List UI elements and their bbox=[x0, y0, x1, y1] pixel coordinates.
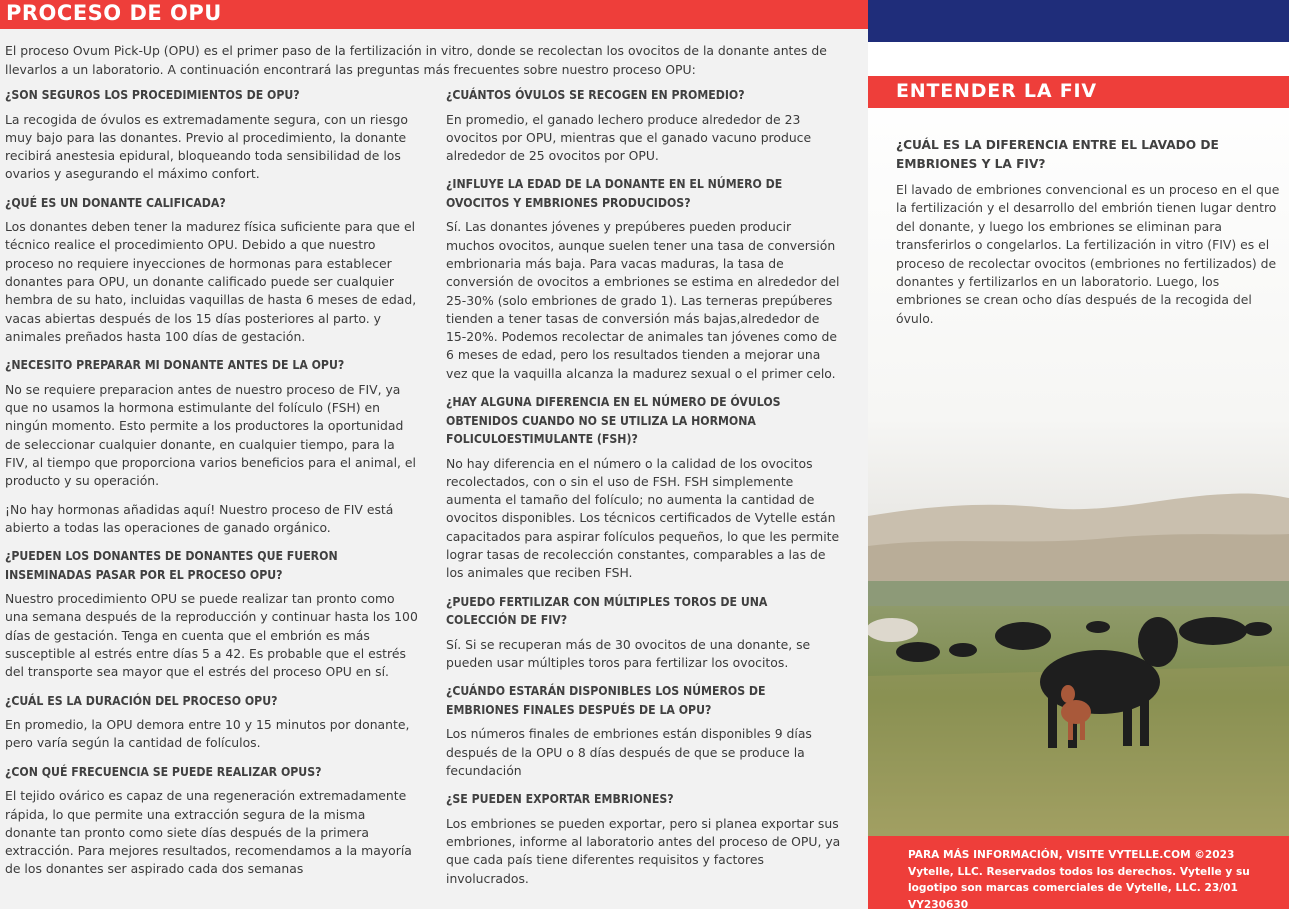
header-bar bbox=[0, 0, 868, 29]
faq-answer: Los números finales de embriones están disponibles 9 días después de la OPU o 8 días después de que se produce la fecundación bbox=[446, 726, 812, 778]
faq-answer: Sí. Si se recuperan más de 30 ovocitos de una donante, se pueden usar múltiples toros para fertilizar los ovocitos. bbox=[446, 636, 811, 670]
white-band bbox=[868, 42, 1289, 76]
faq-answer: Sí. Las donantes jóvenes y prepúberes pueden producir muchos ovocitos, aunque suelen tener una tasa de conversión embrionaria más baja. Para vacas maduras, la tasa de conversión de ovocitos a embriones se estima en alrededor del 25-30% (solo embriones de grado 1). Las terneras prepúberes tienden a tener tasas de conversión más bajas,alrededor de 15-20%. Podemos recolectar de animales tan jóvenes como de 6 meses de edad, pero los resultados tienden a mejorar una vez que la vaquilla alcanza la madurez sexual o el primer celo. bbox=[446, 219, 840, 381]
faq-answer: No se requiere preparacion antes de nuestro proceso de FIV, ya que no usamos la hormona estimulante del folículo (FSH) en ningún momento. Esto permite a los productores la oportunidad de seleccionar cualquier donante, en cualquier tiempo, para la FIV, al tiempo que proporciona varios beneficios para el animal, el producto y su operación. bbox=[5, 381, 416, 489]
faq-question: ¿NECESITO PREPARAR MI DONANTE ANTES DE LA OPU? bbox=[5, 358, 345, 373]
faq-question: ¿CUÁNTOS ÓVULOS SE RECOGEN EN PROMEDIO? bbox=[446, 88, 745, 102]
faq-question: ¿PUEDEN LOS DONANTES DE DONANTES QUE FUERON INSEMINADAS PASAR POR EL PROCESO OPU? bbox=[5, 549, 338, 582]
faq-answer: No hay diferencia en el número o la calidad de los ovocitos recolectados, con o sin el uso de FSH. FSH simplemente aumenta el tamaño del folículo; no aumenta la cantidad de ovocitos disponibles. Los técnicos certificados de Vytelle están capacitados para aspirar folículos pequeños, lo que les permite lograr tasas de recolección constantes, comparables a las de los animales que reciben FSH. bbox=[446, 455, 840, 581]
faq-answer: Nuestro procedimiento OPU se puede realizar tan pronto como una semana después de la reproducción y continuar hasta los 100 días de gestación. Tenga en cuenta que el embrión es más susceptible al estrés entre días 5 a 42. Es probable que el estrés del transporte sea mayor que el estrés del proceso OPU en sí. bbox=[5, 591, 418, 680]
faq-question: ¿CUÁNDO ESTARÁN DISPONIBLES LOS NÚMEROS DE EMBRIONES FINALES DESPUÉS DE LA OPU? bbox=[446, 684, 766, 717]
faq-answer: En promedio, el ganado lechero produce alrededor de 23 ovocitos por OPU, mientras que el ganado vacuno produce alrededor de 25 ovocitos por OPU. bbox=[446, 111, 812, 164]
faq-column-left bbox=[5, 86, 420, 889]
fiv-answer: El lavado de embriones convencional es un proceso en el que la fertilización y el desarrollo del embrión tienen lugar dentro del donante, y luego los embriones se eliminan para transferirlos o congelarlos. La fertilización in vitro (FIV) es el proceso de recolectar ovocitos (embriones no fertilizados) de donantes y fertilizarlos en un laboratorio. Luego, los embriones se crean ocho días después de la recogida del óvulo. bbox=[896, 182, 1280, 326]
right-panel bbox=[868, 0, 1289, 909]
faq-question: ¿CUÁL ES LA DURACIÓN DEL PROCESO OPU? bbox=[5, 693, 278, 708]
faq-question: ¿HAY ALGUNA DIFERENCIA EN EL NÚMERO DE ÓVULOS OBTENIDOS CUANDO NO SE UTILIZA LA HORMONA FOLICULOESTIMULANTE (FSH)? bbox=[446, 395, 781, 447]
footer-text: PARA MÁS INFORMACIÓN, VISITE VYTELLE.COM ©2023 Vytelle, LLC. Reservados todos los derechos. Vytelle y su logotipo son marcas comerciales de Vytelle, LLC. 23/01 VY230630 bbox=[908, 849, 1250, 909]
faq-answer: ¡No hay hormonas añadidas aquí! Nuestro proceso de FIV está abierto a todas las operaciones de ganado orgánico. bbox=[5, 501, 394, 535]
faq-question: ¿SE PUEDEN EXPORTAR EMBRIONES? bbox=[446, 792, 674, 807]
faq-answer: En promedio, la OPU demora entre 10 y 15 minutos por donante, pero varía según la cantidad de folículos. bbox=[5, 717, 410, 751]
faq-question: ¿PUEDO FERTILIZAR CON MÚLTIPLES TOROS DE UNA COLECCIÓN DE FIV? bbox=[446, 594, 768, 628]
footer-bar bbox=[868, 836, 1289, 909]
navy-band bbox=[868, 0, 1289, 42]
fiv-header-bar bbox=[868, 76, 1289, 108]
fiv-question: ¿CUÁL ES LA DIFERENCIA ENTRE EL LAVADO DE EMBRIONES Y LA FIV? bbox=[896, 138, 1219, 171]
faq-answer: Los embriones se pueden exportar, pero si planea exportar sus embriones, informe al laboratorio antes del proceso de OPU, ya que cada país tiene diferentes requisitos y factores involucrados. bbox=[446, 815, 841, 886]
faq-question: ¿QUÉ ES UN DONANTE CALIFICADA? bbox=[5, 195, 226, 210]
intro-text: El proceso Ovum Pick-Up (OPU) es el primer paso de la fertilización in vitro, donde se recolectan los ovocitos de la donante antes de llevarlos a un laboratorio. A continuación encontrará las preguntas más frecuentes sobre nuestro proceso OPU: bbox=[5, 43, 827, 77]
faq-column-right bbox=[446, 86, 841, 898]
faq-answer: La recogida de óvulos es extremadamente segura, con un riesgo muy bajo para las donantes. Previo al procedimiento, la donante recibirá anestesia epidural, bloqueando toda sensibilidad de los ovarios y asegurando el máximo confort. bbox=[5, 111, 408, 182]
faq-answer: El tejido ovárico es capaz de una regeneración extremadamente rápida, lo que permite una extracción segura de la misma donante tan pronto como siete días después de la primera extracción. Para mejores resultados, recomendamos a la mayoría de los donantes ser aspirado cada dos semanas bbox=[5, 788, 412, 877]
faq-question: ¿INFLUYE LA EDAD DE LA DONANTE EN EL NÚMERO DE OVOCITOS Y EMBRIONES PRODUCIDOS? bbox=[446, 177, 783, 210]
faq-answer: Los donantes deben tener la madurez física suficiente para que el técnico realice el procedimiento OPU. Debido a que nuestro proceso no requiere inyecciones de hormonas para establecer donantes para OPU, un donante calificado puede ser cualquier hembra de su hato, incluidas vaquillas de hasta 6 meses de edad, vacas abiertas después de los 15 días posteriores al parto. y animales preñados hasta 100 días de gestación. bbox=[5, 219, 417, 344]
faq-question: ¿SON SEGUROS LOS PROCEDIMIENTOS DE OPU? bbox=[5, 88, 300, 102]
page-title: PROCESO DE OPU bbox=[6, 1, 222, 25]
faq-question: ¿CON QUÉ FRECUENCIA SE PUEDE REALIZAR OPUS? bbox=[5, 764, 322, 779]
fiv-title: ENTENDER LA FIV bbox=[896, 80, 1097, 102]
